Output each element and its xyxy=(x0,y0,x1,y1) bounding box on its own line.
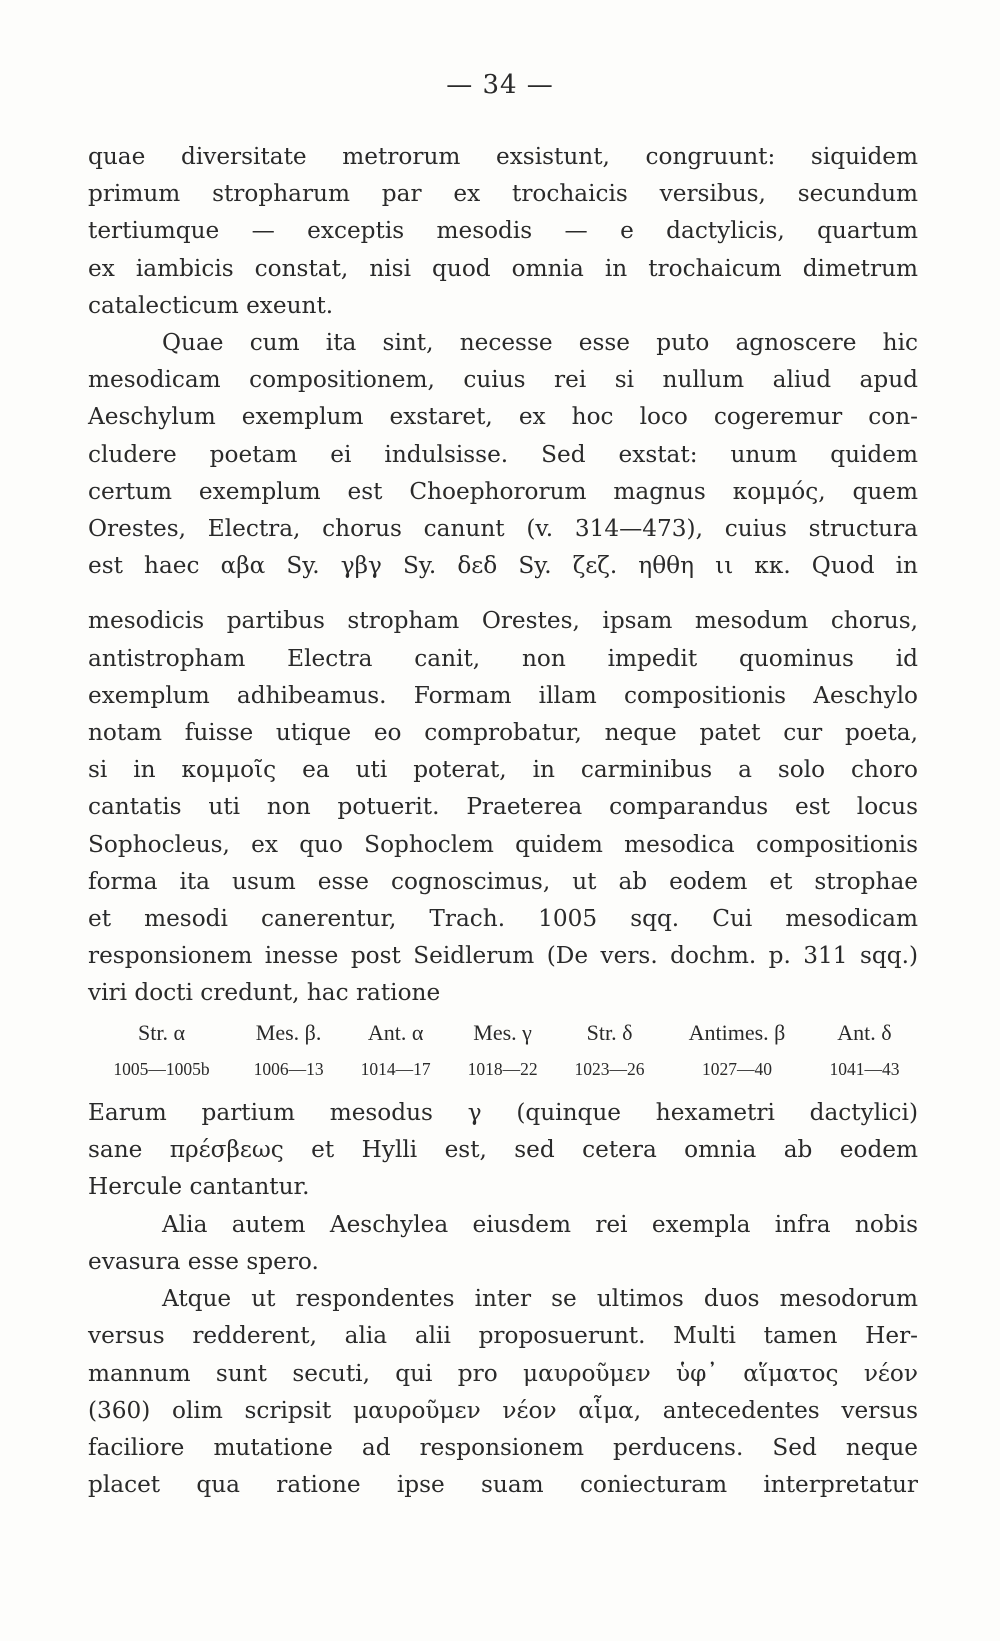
text-line: placet qua ratione ipse suam coniecturam interpretatur xyxy=(88,1471,918,1499)
text-line: cludere poetam ei indulsisse. Sed exstat: unum quidem xyxy=(88,440,918,468)
page-number: — 34 — xyxy=(446,70,554,100)
metrical-brackets-space xyxy=(88,584,918,602)
text-line: evasura esse spero. xyxy=(88,1247,319,1275)
text-line: mannum sunt secuti, qui pro μαυροῦμεν ὑφ᾽ αἵματος νέον xyxy=(88,1359,918,1387)
text-line: exemplum adhibeamus. Formam illam compositionis Aeschylo xyxy=(88,681,918,709)
text-line: cantatis uti non potuerit. Praeterea comparandus est locus xyxy=(88,793,918,821)
text-line: Earum partium mesodus γ (quinque hexametri dactylici) xyxy=(88,1099,918,1127)
text-line: primum stropharum par ex trochaicis versibus, secundum xyxy=(88,180,918,208)
text-line: et mesodi canerentur, Trach. 1005 sqq. Cui mesodicam xyxy=(88,905,918,933)
paragraph-block-c xyxy=(88,1094,918,1503)
text-line: sane πρέσβεως et Hylli est, sed cetera omnia ab eodem xyxy=(88,1136,918,1164)
text-line: catalecticum exeunt. xyxy=(88,291,334,319)
text-line: Hercule cantantur. xyxy=(88,1173,310,1201)
scheme-range: 1018—22 xyxy=(467,1058,538,1079)
text-line: Quae cum ita sint, necesse esse puto agnoscere hic xyxy=(162,329,918,357)
scheme-header: Str. α xyxy=(138,1019,186,1045)
text-line: mesodicis partibus stropham Orestes, ipsam mesodum chorus, xyxy=(88,607,918,635)
scheme-range: 1014—17 xyxy=(360,1058,431,1079)
text-line: si in κομμοῖς ea uti poterat, in carminibus a solo choro xyxy=(88,756,918,784)
text-line: Aeschylum exemplum exstaret, ex hoc loco cogeremur con- xyxy=(88,403,918,431)
scheme-header: Ant. δ xyxy=(837,1019,892,1045)
text-line: Alia autem Aeschylea eiusdem rei exempla infra nobis xyxy=(162,1210,918,1238)
text-line: (360) olim scripsit μαυροῦμεν νέον αἷμα, antecedentes versus xyxy=(88,1396,918,1424)
paragraph-block-b xyxy=(88,602,918,1011)
text-line: faciliore mutatione ad responsionem perducens. Sed neque xyxy=(88,1433,918,1461)
scheme-range: 1005—1005b xyxy=(113,1058,210,1079)
scheme-range: 1027—40 xyxy=(701,1058,772,1079)
text-line: quae diversitate metrorum exsistunt, congruunt: siquidem xyxy=(88,143,918,170)
scheme-header: Mes. γ xyxy=(473,1019,532,1045)
scheme-range: 1041—43 xyxy=(829,1058,900,1079)
scheme-range-row xyxy=(88,1051,918,1088)
text-line: ex iambicis constat, nisi quod omnia in trochaicum dimetrum xyxy=(88,254,918,282)
text-line: tertiumque — exceptis mesodis — e dactylicis, quartum xyxy=(88,217,918,245)
text-line: viri docti credunt, hac ratione xyxy=(88,979,441,1007)
text-line: forma ita usum esse cognoscimus, ut ab eodem et strophae xyxy=(88,867,918,895)
scheme-header: Ant. α xyxy=(367,1019,424,1045)
text-line: notam fuisse utique eo comprobatur, neque patet cur poeta, xyxy=(88,719,918,747)
text-line: antistropham Electra canit, non impedit quominus id xyxy=(88,644,918,672)
responsion-scheme xyxy=(88,1014,918,1088)
scheme-header-row xyxy=(88,1014,918,1051)
text-line: Atque ut respondentes inter se ultimos duos mesodorum xyxy=(162,1285,918,1313)
scheme-header: Str. δ xyxy=(586,1019,633,1045)
scheme-range: 1023—26 xyxy=(574,1058,645,1079)
text-line: Orestes, Electra, chorus canunt (v. 314—473), cuius structura xyxy=(88,515,918,543)
paragraph-block-a xyxy=(88,138,918,584)
scheme-header: Antimes. β xyxy=(688,1019,786,1045)
text-line: mesodicam compositionem, cuius rei si nullum aliud apud xyxy=(88,366,918,394)
text-line: versus redderent, alia alii proposuerunt. Multi tamen Her- xyxy=(88,1322,918,1350)
scheme-range: 1006—13 xyxy=(253,1058,324,1079)
text-line: Sophocleus, ex quo Sophoclem quidem mesodica compositionis xyxy=(88,830,918,858)
text-line: responsionem inesse post Seidlerum (De vers. dochm. p. 311 sqq.) xyxy=(88,942,918,970)
text-line: certum exemplum est Choephororum magnus κομμός, quem xyxy=(88,477,918,505)
scheme-header: Mes. β. xyxy=(255,1019,322,1045)
text-body xyxy=(88,138,918,1503)
text-line: est haec αβα Sy. γβγ Sy. δεδ Sy. ζεζ. ηθθη ιι κκ. Quod in xyxy=(88,552,918,580)
